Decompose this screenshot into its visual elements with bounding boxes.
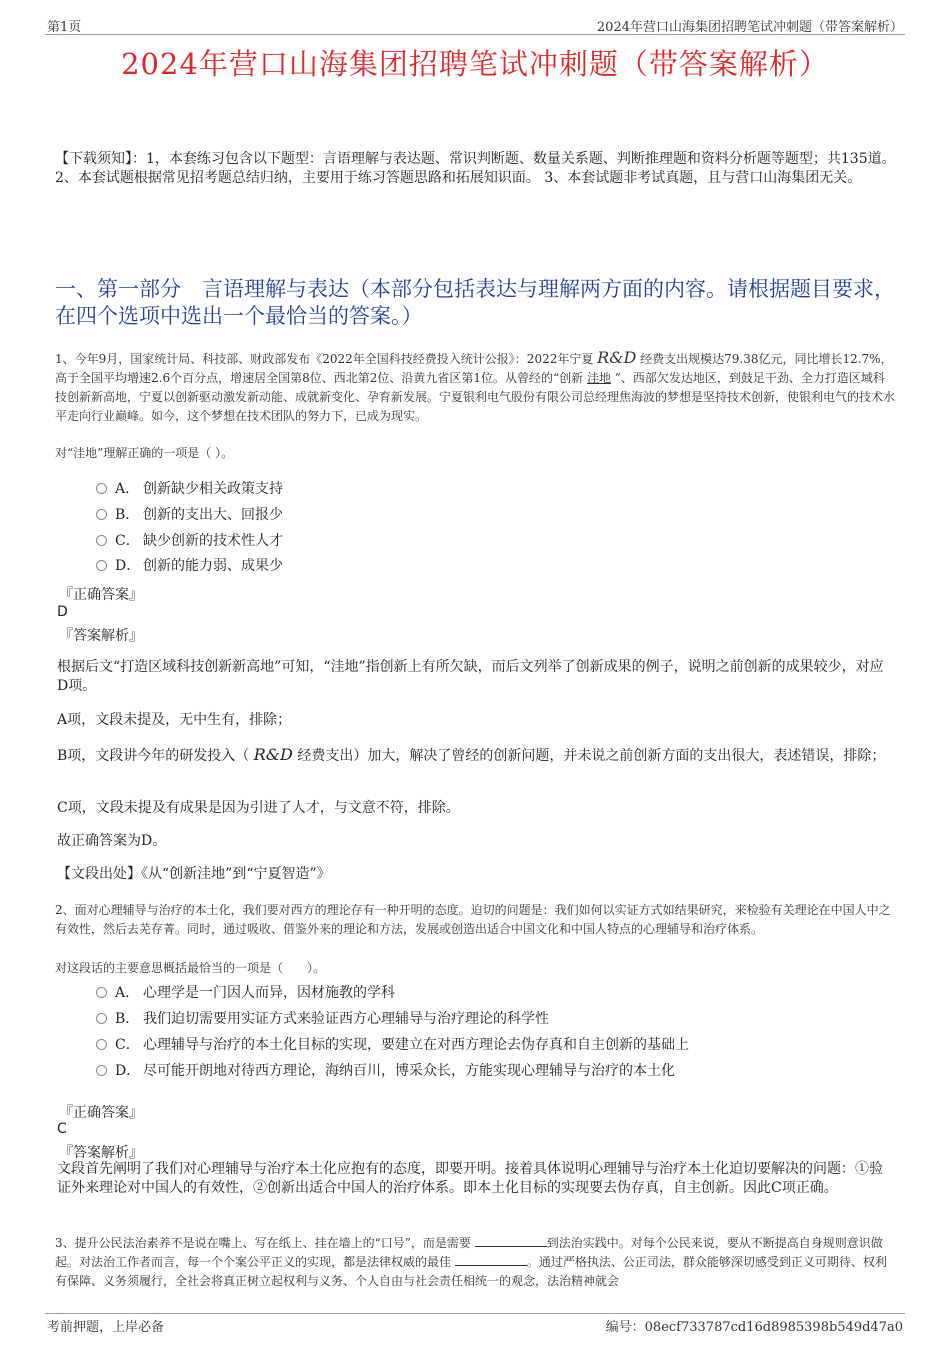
question-1-prompt: 对“洼地”理解正确的一项是（ ）。 bbox=[55, 446, 234, 460]
q1-option-d[interactable]: D． 创新的能力弱、成果少 bbox=[96, 556, 283, 576]
radio-icon[interactable] bbox=[96, 987, 107, 998]
footer-slogan: 考前押题，上岸必备 bbox=[47, 1320, 165, 1335]
q2-answer: C bbox=[57, 1121, 67, 1137]
radio-icon[interactable] bbox=[96, 509, 107, 520]
q1-option-b[interactable]: B． 创新的支出大、回报少 bbox=[96, 505, 283, 525]
q2-analysis-label: 『答案解析』 bbox=[59, 1145, 143, 1161]
radio-icon[interactable] bbox=[96, 560, 107, 571]
page-footer bbox=[45, 1313, 905, 1335]
q1-option-a[interactable]: A． 创新缺少相关政策支持 bbox=[96, 479, 283, 499]
q1-analysis-b: B项，文段讲今年的研发投入（ R&D 经费支出）加大，解决了曾经的创新问题，并未说之前创新方面的支出很大，表述错误，排除； bbox=[57, 745, 886, 764]
fill-blank-2 bbox=[455, 1254, 527, 1266]
fill-blank-1 bbox=[475, 1235, 547, 1247]
q1-analysis-label: 『答案解析』 bbox=[59, 628, 143, 644]
question-1-text: 1、今年9月，国家统计局、科技部、财政部发布《2022年全国科技经费投入统计公报》：2022年宁夏 R&D 经费支出规模达79.38亿元，同比增长12.7%，高于全国平均增速2.6个百分点，增速居全国第8位、西北第2位、沿黄九省区第1位。从曾经的“创新 洼地 ”、西部欠发达地区，到鼓足干劲、全力打造区域科技创新新高地，宁夏以创新驱动激发新动能、成就新变化、孕育新发展。宁夏银利电气股份有限公司总经理焦海波的梦想是坚持技术创新，使银利电气的技术水平走向行业巅峰。如今，这个梦想在技术团队的努力下，已成为现实。 bbox=[55, 348, 896, 423]
q1-answer-label: 『正确答案』 bbox=[59, 587, 143, 603]
download-notice: 【下载须知】：1，本套练习包含以下题型：言语理解与表达题、常识判断题、数量关系题、判断推理题和资料分析题等题型；共135道。 2、本套试题根据常见招考题总结归纳，主要用于练习答题思路和拓展知识面。 3、本套试题非考试真题，且与营口山海集团无关。 bbox=[55, 151, 896, 186]
rd-symbol: R&D bbox=[597, 348, 637, 367]
q2-option-c[interactable]: C． 心理辅导与治疗的本土化目标的实现，要建立在对西方理论去伪存真和自主创新的基础上 bbox=[96, 1035, 689, 1055]
radio-icon[interactable] bbox=[96, 1013, 107, 1024]
header-doc-title: 2024年营口山海集团招聘笔试冲刺题（带答案解析） bbox=[596, 20, 903, 35]
radio-icon[interactable] bbox=[96, 535, 107, 546]
page-number: 第1页 bbox=[47, 20, 82, 35]
q1-answer: D bbox=[57, 604, 68, 620]
q1-analysis-main: 根据后文“打造区域科技创新新高地”可知，“洼地”指创新上有所欠缺，而后文列举了创新成果的例子，说明之前创新的成果较少，对应D项。 bbox=[57, 659, 884, 694]
q1-analysis-a: A项，文段未提及，无中生有，排除； bbox=[57, 712, 292, 728]
radio-icon[interactable] bbox=[96, 1065, 107, 1076]
q2-option-b[interactable]: B． 我们迫切需要用实证方式来验证西方心理辅导与治疗理论的科学性 bbox=[96, 1009, 549, 1029]
question-2-prompt: 对这段话的主要意思概括最恰当的一项是（ ）。 bbox=[55, 961, 326, 975]
radio-icon[interactable] bbox=[96, 483, 107, 494]
q1-analysis-conclusion: 故正确答案为D。 bbox=[57, 833, 167, 849]
document-title: 2024年营口山海集团招聘笔试冲刺题（带答案解析） bbox=[121, 47, 829, 81]
wadi-term: 洼地 bbox=[586, 371, 611, 385]
question-2-text: 2、面对心理辅导与治疗的本土化，我们要对西方的理论存有一种开明的态度。迫切的问题是：我们如何以实证方式如结果研究，来检验有关理论在中国人中之有效性，然后去芜存菁。同时，通过吸收、借鉴外来的理论和方法，发展或创造出适合中国文化和中国人特点的心理辅导和治疗体系。 bbox=[55, 903, 891, 936]
q1-source: 【文段出处】《从“创新洼地”到“宁夏智造”》 bbox=[57, 866, 331, 882]
q2-option-d[interactable]: D． 尽可能开朗地对待西方理论，海纳百川，博采众长，方能实现心理辅导与治疗的本土化 bbox=[96, 1061, 675, 1081]
footer-code: 编号：08ecf733787cd16d8985398b549d47a0 bbox=[605, 1320, 903, 1335]
q2-answer-label: 『正确答案』 bbox=[59, 1105, 143, 1121]
q1-option-c[interactable]: C． 缺少创新的技术性人才 bbox=[96, 531, 283, 551]
question-3-text: 3、提升公民法治素养不是说在嘴上、写在纸上、挂在墙上的“口号”，而是需要 到法治实践中。对每个公民来说，要从不断提高自身规则意识做起。对法治工作者而言，每一个个案公平正义的实现，都是法律权威的最佳 。通过严格执法、公正司法，群众能够深切感受到正义可期待、权利有保障、义务须履行，全社会将真正树立起权利与义务、个人自由与社会责任相统一的观念，法治精神就会 bbox=[55, 1236, 887, 1288]
q2-option-a[interactable]: A． 心理学是一门因人而异，因材施教的学科 bbox=[96, 983, 395, 1003]
section-heading: 一、第一部分 言语理解与表达（本部分包括表达与理解两方面的内容。请根据题目要求，在四个选项中选出一个最恰当的答案。） bbox=[55, 277, 895, 328]
radio-icon[interactable] bbox=[96, 1039, 107, 1050]
q2-analysis: 文段首先阐明了我们对心理辅导与治疗本土化应抱有的态度，即要开明。接着具体说明心理辅导与治疗本土化迫切要解决的问题：①验证外来理论对中国人的有效性，②创新出适合中国人的治疗体系。即本土化目标的实现要去伪存真，自主创新。因此C项正确。 bbox=[57, 1161, 883, 1196]
q1-analysis-c: C项，文段未提及有成果是因为引进了人才，与文意不符，排除。 bbox=[57, 800, 460, 816]
page-header bbox=[45, 14, 905, 35]
